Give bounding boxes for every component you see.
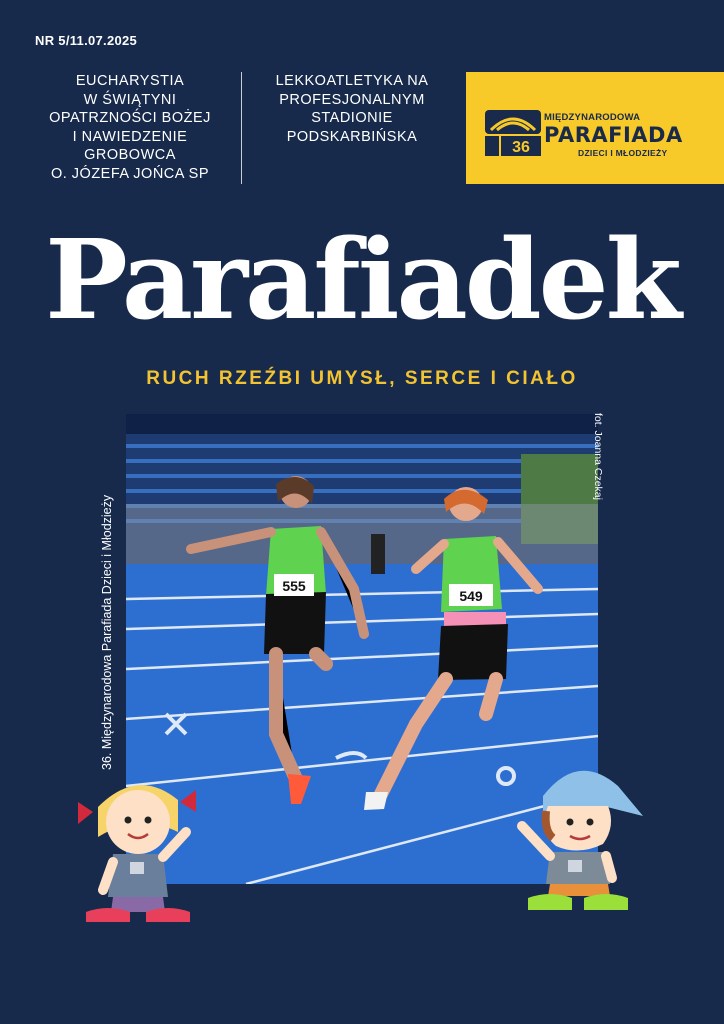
- parafiada-logo: [466, 72, 724, 184]
- bib-number: 549: [459, 588, 483, 604]
- teaser-line: PODSKARBIŃSKA: [286, 128, 418, 145]
- teaser-athletics[interactable]: [262, 72, 442, 146]
- magazine-title: Parafiadek: [45, 215, 679, 344]
- logo-number: 36: [512, 139, 530, 156]
- teaser-line: OPATRZNOŚCI BOŻEJ: [49, 110, 211, 126]
- teaser-line: I NAWIEDZENIE: [72, 128, 188, 145]
- teaser-eucharist[interactable]: [40, 72, 220, 183]
- photo-credit: fot. Joanna Czekaj: [592, 413, 604, 500]
- parafiada-logo-icon: [485, 110, 543, 158]
- teaser-divider: [241, 72, 242, 184]
- issue-number: NR 5/11.07.2025: [35, 33, 138, 48]
- logo-line-small: MIĘDZYNARODOWA: [544, 112, 641, 123]
- teaser-line: W ŚWIĄTYNI: [83, 91, 177, 108]
- logo-line-sub: DZIECI I MŁODZIEŻY: [578, 148, 668, 158]
- teaser-line: EUCHARYSTIA: [75, 73, 185, 89]
- teaser-line: O. JÓZEFA JOŃCA SP: [50, 165, 210, 182]
- teaser-line: LEKKOATLETYKA NA: [275, 73, 429, 89]
- girl-mascot: [68, 762, 208, 930]
- bib-number: 555: [282, 578, 306, 594]
- teaser-line: STADIONIE: [311, 110, 393, 126]
- logo-line-big: PARAFIADA: [544, 123, 683, 147]
- boy-mascot: [508, 756, 648, 916]
- teaser-line: GROBOWCA: [84, 147, 176, 163]
- slogan: RUCH RZEŹBI UMYSŁ, SERCE I CIAŁO: [146, 368, 578, 389]
- teaser-line: PROFESJONALNYM: [279, 91, 425, 108]
- photo-caption: 36. Międzynarodowa Parafiada Dzieci i Młodzieży: [100, 494, 114, 770]
